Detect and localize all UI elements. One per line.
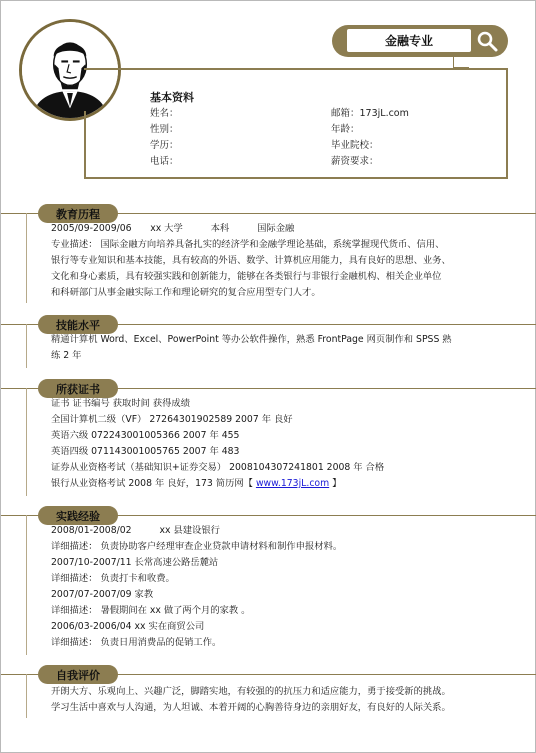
self-eval-line: 开朗大方、乐观向上、兴趣广泛，脚踏实地，有较强的的抗压力和适应能力，勇于接受新的挑战。: [51, 686, 451, 697]
certificate-line: 英语六级 072243001005366 2007 年 455: [51, 430, 240, 441]
education-line: 文化和身心素质，具有较强实践和创新能力，能够在各类银行与非银行金融机构、相关企业单位: [51, 271, 442, 282]
connector-tab: [453, 57, 469, 68]
certificate-line-last: [51, 476, 341, 492]
practice-line: 2007/10-2007/11 长常高速公路岳麓站: [51, 557, 219, 568]
search-label[interactable]: 金融专业: [347, 29, 471, 52]
basic-info-left-rule: [84, 111, 86, 179]
skills-line: 练 2 年: [51, 350, 82, 361]
skills-stem: [26, 324, 27, 368]
education-line: 和科研部门从事金融实际工作和理论研究的复合应用型专门人才。: [51, 287, 321, 298]
self-eval-title: 自我评价: [56, 668, 100, 682]
education-title: 教育历程: [56, 207, 100, 221]
certificates-title: 所获证书: [56, 382, 100, 396]
education-line: 银行等专业知识和基本技能，具有较高的外语、数学、计算机应用能力，具有良好的思想、业务、: [51, 255, 451, 266]
practice-line: 详细描述： 负责日用消费品的促销工作。: [51, 637, 222, 648]
search-icon[interactable]: [475, 29, 499, 53]
basic-info-title: 基本资料: [150, 91, 194, 104]
field-school: 毕业院校：: [331, 140, 379, 151]
education-line: 专业描述： 国际金融方向培养具备扎实的经济学和金融学理论基础，系统掌握现代货币、信用、: [51, 239, 445, 250]
certificate-line: 英语四级 071143001005765 2007 年 483: [51, 446, 240, 457]
self-eval-line: 学习生活中喜欢与人沟通，为人坦诚、本着开阔的心胸善待身边的亲朋好友，有良好的人际关系。: [51, 702, 451, 713]
website-link[interactable]: www.173jL.com: [255, 478, 330, 489]
education-line: 2005/09-2009/06 xx 大学 本科 国际金融: [51, 223, 295, 234]
practice-stem: [26, 515, 27, 655]
certificate-line: 证券从业资格考试（基础知识+证券交易） 2008104307241801 2008 年 合格: [51, 462, 385, 473]
practice-line: 详细描述： 暑假期间在 xx 做了两个月的家教 。: [51, 605, 251, 616]
practice-line: 2008/01-2008/02 xx 县建设银行: [51, 525, 220, 536]
certificate-last-suffix: 】: [329, 478, 342, 489]
certificate-line: 全国计算机二级（VF） 27264301902589 2007 年 良好: [51, 414, 293, 425]
practice-line: 2006/03-2006/04 xx 实在商贸公司: [51, 621, 205, 632]
field-gender: 性别：: [150, 124, 179, 135]
education-stem: [26, 213, 27, 303]
practice-title: 实践经验: [56, 509, 100, 523]
field-salary: 薪资要求：: [331, 156, 379, 167]
certificate-last-prefix: 银行从业资格考试 2008 年 良好，173 简历网【: [51, 478, 256, 489]
skills-title: 技能水平: [56, 318, 100, 332]
field-degree: 学历：: [150, 140, 179, 151]
practice-line: 详细描述： 负责协助客户经理审查企业贷款申请材料和制作申报材料。: [51, 541, 343, 552]
certificate-line: 证书 证书编号 获取时间 获得成绩: [51, 398, 191, 409]
basic-info-box: [84, 68, 508, 179]
field-email: 邮箱：173jL.com: [331, 108, 409, 119]
certificates-stem: [26, 388, 27, 496]
practice-line: 2007/07-2007/09 家教: [51, 589, 154, 600]
self-eval-stem: [26, 674, 27, 718]
field-phone: 电话：: [150, 156, 179, 167]
field-name: 姓名：: [150, 108, 179, 119]
skills-line: 精通计算机 Word、Excel、PowerPoint 等办公软件操作，熟悉 FrontPage 网页制作和 SPSS 熟: [51, 334, 452, 345]
practice-line: 详细描述： 负责打卡和收费。: [51, 573, 175, 584]
field-age: 年龄：: [331, 124, 360, 135]
